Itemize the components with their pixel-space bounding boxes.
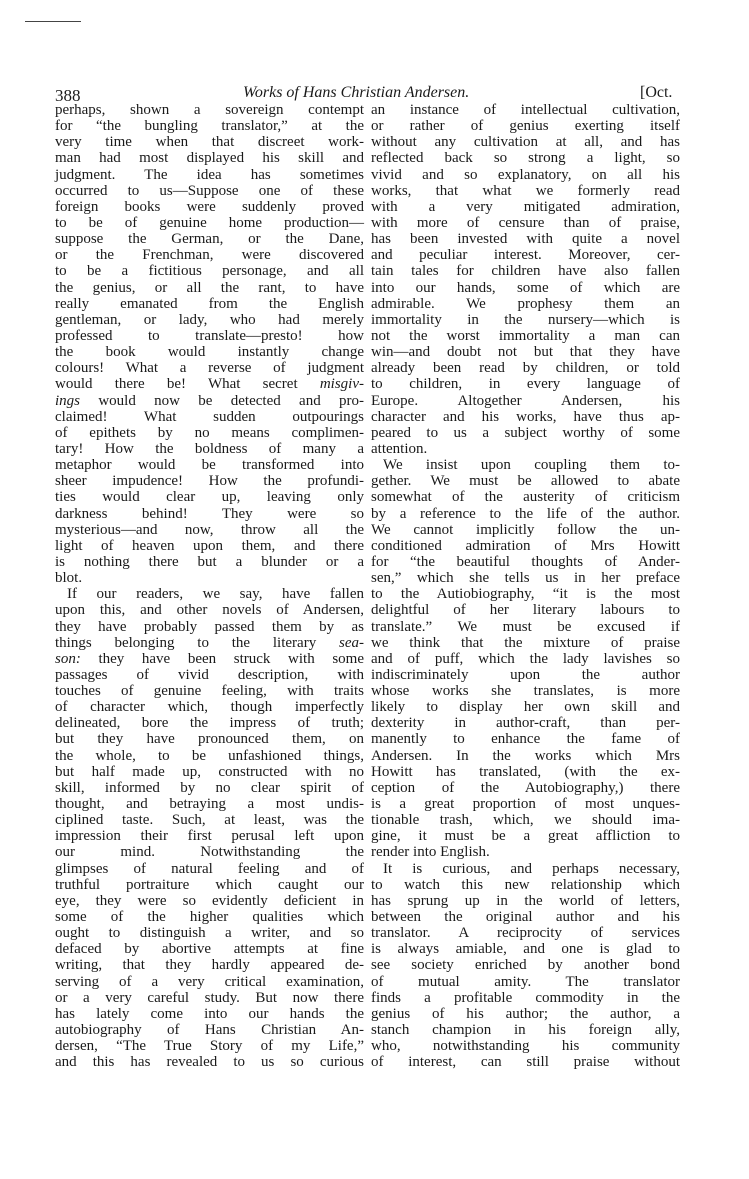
text-line: manently to enhance the fame of [371, 731, 680, 748]
text-line: has sprung up in the world of letters, [371, 892, 680, 909]
running-month: [Oct. [640, 84, 673, 101]
text-line: of epithets by no means complimen- [55, 424, 364, 441]
text-line: writing, that they hardly appeared de- [55, 957, 364, 974]
text-line: impression their first perusal left upon [55, 828, 364, 845]
text-line: light of heaven upon them, and there [55, 537, 364, 554]
text-line: sheer impudence! How the profundi- [55, 473, 364, 490]
text-line: It is curious, and perhaps necessary, [383, 860, 680, 877]
text-line: whose works she translates, is more [371, 683, 680, 700]
text-line: not the worst immortality a man can [371, 327, 680, 344]
text-line: already been read by children, or told [371, 360, 680, 377]
text-line: see society enriched by another bond [371, 957, 680, 974]
top-left-rule [25, 21, 81, 22]
text-line: has been invested with quite a novel [371, 231, 680, 248]
text-line: blot. [55, 570, 83, 587]
text-line: would there be! What secret misgiv- [55, 376, 364, 393]
italic-text: ings [55, 392, 81, 409]
text-line: glimpses of natural feeling and of [55, 860, 364, 877]
text-line: admirable. We prophesy them an [371, 295, 680, 312]
text-line: autobiography of Hans Christian An- [55, 1022, 364, 1039]
text-line: by a reference to the life of the author. [371, 505, 680, 522]
text-line: darkness behind! They were so [55, 505, 364, 522]
text-line: serving of a very critical examination, [55, 973, 364, 990]
text-line: for “the bungling translator,” at the [55, 118, 364, 135]
text-line: who, notwithstanding his community [371, 1038, 680, 1055]
text-line: tain tales for children have also fallen [371, 263, 680, 280]
text-line: colours! What a reverse of judgment [55, 360, 364, 377]
text-line: really emanated from the English [55, 295, 364, 312]
text-line: with more of censure than of praise, [371, 214, 680, 231]
text-line: skill, informed by no clear spirit of [55, 779, 364, 796]
text-line: tionable trash, which, we should ima- [371, 812, 680, 829]
text-line: win—and doubt not but that they have [371, 344, 680, 361]
text-line: ought to distinguish a writer, and so [55, 925, 364, 942]
text-line: touches of genuine feeling, with traits [55, 683, 364, 700]
text-line: but they have pronounced them, on [55, 731, 364, 748]
italic-text: misgiv- [319, 376, 364, 393]
text-line: metaphor would be transformed into [55, 457, 364, 474]
text-line: upon this, and other novels of Andersen, [55, 602, 364, 619]
page-number: 388 [55, 86, 81, 105]
text-line: gentleman, or lady, who had merely [55, 311, 364, 328]
text-line: between the original author and his [371, 909, 680, 926]
text-line: truthful portraiture which caught our [55, 876, 364, 893]
text-line: Andersen. In the works which Mrs [371, 747, 680, 764]
text-line: the book would instantly change [55, 344, 364, 361]
text-line: our mind. Notwithstanding the [55, 844, 364, 861]
text-line: If our readers, we say, have fallen [67, 586, 364, 603]
text-line: has lately come into our hands the [55, 1005, 364, 1022]
text-line: thought, and betraying a most undis- [55, 796, 364, 813]
text-line: but half made up, constructed with no [55, 763, 364, 780]
text-line: things belonging to the literary sea- [55, 634, 364, 651]
text-line: indiscriminately upon the author [371, 666, 680, 683]
running-title: Works of Hans Christian Andersen. [243, 84, 470, 101]
text-line: ties would clear up, leaving only [55, 489, 364, 506]
text-line: genius of his author; the author, a [371, 1005, 680, 1022]
text-line: tary! How the boldness of many a [55, 440, 364, 457]
text-line: or the Frenchman, were discovered [55, 247, 364, 264]
text-line: son: they have been struck with some [55, 650, 364, 667]
text-line: ciplined taste. Such, at least, was the [55, 812, 364, 829]
text-line: peared to us a subject worthy of some [371, 424, 680, 441]
text-line: gether. We must be allowed to abate [371, 473, 680, 490]
text-line: gine, it must be a great affliction to [371, 828, 680, 845]
text-line: likely to display her own skill and [371, 699, 680, 716]
text-line: sen,” which she tells us in her preface [371, 570, 680, 587]
text-line: conditioned admiration of Mrs Howitt [371, 537, 680, 554]
italic-text: son: [55, 650, 81, 667]
text-line: or a very careful study. But now there [55, 989, 364, 1006]
text-line: to the Autiobiography, “it is the most [371, 586, 680, 603]
text-line: claimed! What sudden outpourings [55, 408, 364, 425]
text-line: foreign books were suddenly proved [55, 198, 364, 215]
text-line: delightful of her literary labours to [371, 602, 680, 619]
text-line: an instance of intellectual cultivation, [371, 102, 680, 118]
text-line: passages of vivid description, with [55, 666, 364, 683]
text-line: Europe. Altogether Andersen, his [371, 392, 680, 409]
text-line: to children, in every language of [371, 376, 680, 393]
text-line: judgment. The idea has sometimes [55, 166, 364, 183]
text-line: ception of the Autobiography,) there [371, 779, 680, 796]
text-line: for “the beautiful thoughts of Ander- [371, 553, 680, 570]
text-line: render into English. [371, 844, 490, 861]
text-line: professed to translate—presto! how [55, 327, 364, 344]
text-line: reflected back so strong a light, so [371, 150, 680, 167]
text-line: finds a profitable commodity in the [371, 989, 680, 1006]
text-line: of character which, though imperfectly [55, 699, 364, 716]
text-line: into our hands, some of which are [371, 279, 680, 296]
text-line: occurred to us—Suppose one of these [55, 182, 364, 199]
text-line: with a very mitigated admiration, [371, 198, 680, 215]
text-line: is a great proportion of most unques- [371, 796, 680, 813]
text-line: they have probably passed them by as [55, 618, 364, 635]
text-line: is nothing there but a blunder or a [55, 553, 364, 570]
text-line: delineated, bore the impress of truth; [55, 715, 364, 732]
text-line: or rather of genius exerting itself [371, 118, 680, 135]
text-line: stanch champion in his foreign ally, [371, 1022, 680, 1039]
text-line: character and his works, have thus ap- [371, 408, 680, 425]
text-line: man had most displayed his skill and [55, 150, 364, 167]
text-line: mysterious—and now, throw all the [55, 521, 364, 538]
text-line: and peculiar interest. Moreover, cer- [371, 247, 680, 264]
text-line: dexterity in author-craft, than per- [371, 715, 680, 732]
italic-text: sea- [339, 634, 364, 651]
text-line: to be a fictitious personage, and all [55, 263, 364, 280]
text-line: ings would now be detected and pro- [55, 392, 364, 409]
text-line: of mutual amity. The translator [371, 973, 680, 990]
text-line: dersen, “The True Story of my Life,” [55, 1038, 364, 1055]
text-line: attention. [371, 440, 428, 457]
text-line: to watch this new relationship which [371, 876, 680, 893]
text-line: Howitt has translated, (with the ex- [371, 763, 680, 780]
left-column [55, 102, 364, 1070]
text-line: of interest, can still praise without [371, 1054, 680, 1071]
text-line: suppose the German, or the Dane, [55, 231, 364, 248]
text-line: eye, they were so evidently deficient in [55, 892, 364, 909]
text-line: vivid and so explanatory, on all his [371, 166, 680, 183]
text-line: works, that what we formerly read [371, 182, 680, 199]
text-line: perhaps, shown a sovereign contempt [55, 102, 364, 118]
text-line: translator. A reciprocity of services [371, 925, 680, 942]
text-line: we think that the mixture of praise [371, 634, 680, 651]
text-line: translate.” We must be excused if [371, 618, 680, 635]
text-line: the whole, to be unfashioned things, [55, 747, 364, 764]
text-line: somewhat of the austerity of criticism [371, 489, 680, 506]
text-line: the genius, or all the rant, to have [55, 279, 364, 296]
text-line: We insist upon coupling them to- [383, 457, 680, 474]
text-line: some of the higher qualities which [55, 909, 364, 926]
text-line: to be of genuine home production— [55, 214, 364, 231]
right-column [371, 102, 680, 1070]
text-line: and this has revealed to us so curious [55, 1054, 364, 1071]
text-line: immortality in the nursery—which is [371, 311, 680, 328]
text-line: without any cultivation at all, and has [371, 134, 680, 151]
text-line: We cannot implicitly follow the un- [371, 521, 680, 538]
text-line: very time when that discreet work- [55, 134, 364, 151]
text-line: defaced by abortive attempts at fine [55, 941, 364, 958]
text-line: and of puff, which the lady lavishes so [371, 650, 680, 667]
text-line: is always amiable, and one is glad to [371, 941, 680, 958]
